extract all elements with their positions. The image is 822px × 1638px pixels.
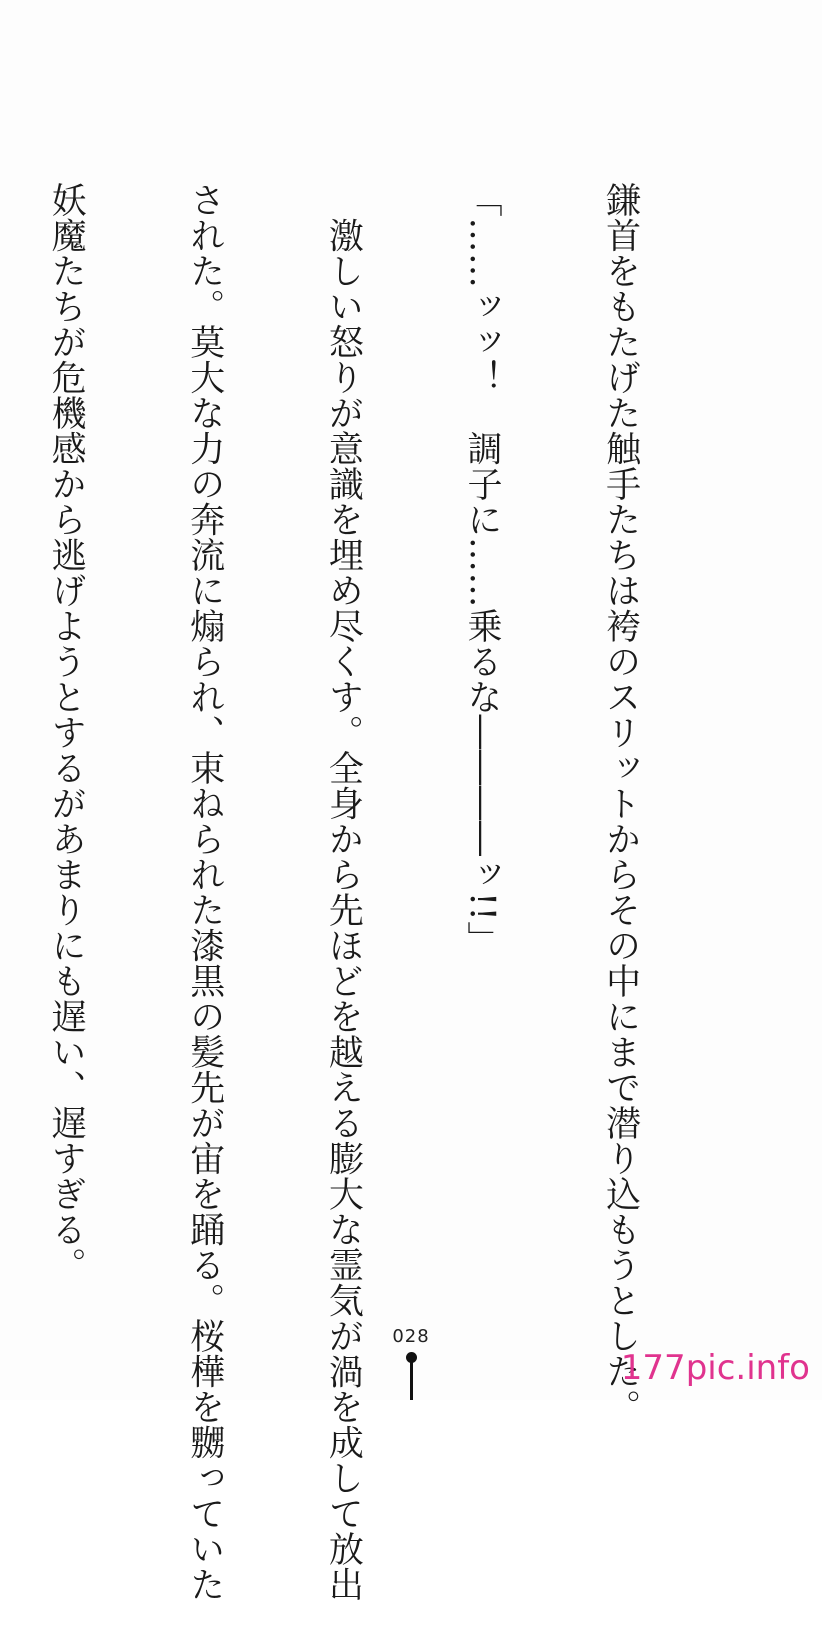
text-line: 妖魔たちが危機感から逃げようとするがあまりにも遅い、遅すぎる。 [46, 182, 87, 1283]
watermark: 177pic.info [620, 1348, 810, 1388]
text-line: 鎌首をもたげた触手たちは袴のスリットからその中にまで潜り込もうとした。 [600, 182, 641, 1425]
text-line: 激しい怒りが意識を埋め尽くす。全身から先ほどを越える膨大な霊気が渦を成して放出 [323, 182, 364, 1602]
page-number: 028 [392, 1326, 430, 1347]
text-line: 「……ッッ！ 調子に……乗るな――――ッ!!」 [461, 182, 502, 957]
page-marker-stem [410, 1362, 413, 1400]
text-line: された。莫大な力の奔流に煽られ、束ねられた漆黒の髪先が宙を踊る。桜樺を嬲っていた [184, 182, 225, 1602]
